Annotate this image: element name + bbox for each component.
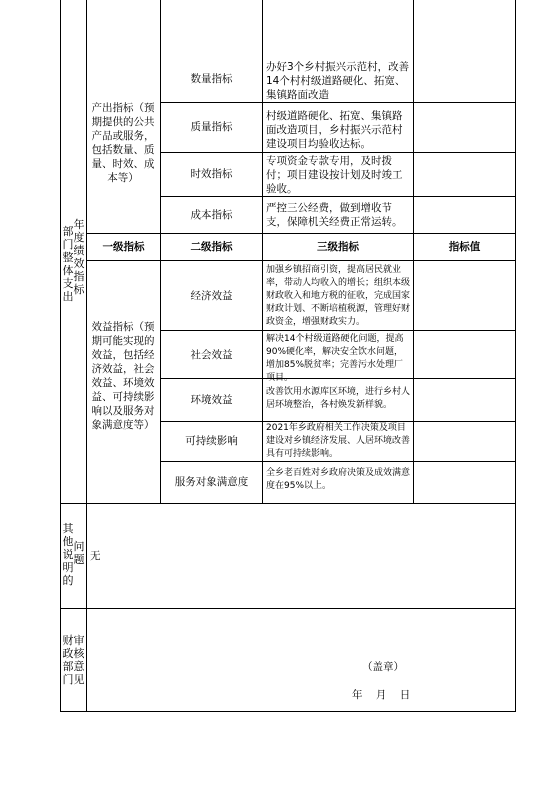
header-level2: 二级指标	[190, 241, 233, 253]
benefit-social-name: 社会效益	[190, 349, 233, 361]
row-line	[160, 461, 515, 462]
label-dept-overall: 部门整体支出	[62, 225, 74, 303]
label-review-opinion: 审核意见	[73, 634, 85, 686]
benefit-social-content: 解决14个村级道路硬化问题，提高90%硬化率，解决安全饮水问题，增加85%脱贫率；完善污水处理厂项目。	[266, 334, 404, 383]
label-annual-kpi: 年度绩效指标	[73, 218, 85, 296]
divider-col2	[86, 0, 87, 711]
header-level3: 三级指标	[317, 241, 359, 253]
other-content: 无	[90, 550, 101, 562]
row-line	[160, 102, 515, 103]
benefit-sustainable-content: 2021年乡政府相关工作决策及项目建设对乡镇经济发展、人居环境改善具有可持续影响。	[266, 423, 411, 459]
benefit-category: 效益指标（预期可能实现的效益，包括经济效益，社会效益、环境效益、可持续影响以及服务对象满意度等）	[91, 321, 155, 431]
header-level1: 一级指标	[102, 241, 145, 253]
border-bottom	[60, 711, 516, 712]
benefit-economic-content: 加强乡镇招商引资，提高居民就业率，带动人均收入的增长；组织本级财政收入和地方税的征收，完成国家财政计划、不断培植税源，管理好财政资金，增强财政实力。	[266, 265, 411, 327]
border-right	[515, 0, 516, 711]
review-date: 年 月 日	[352, 689, 411, 701]
border-left	[60, 0, 61, 711]
seal: （盖章）	[362, 661, 404, 673]
output-timeliness-content: 专项资金专款专用，及时拨付；项目建设按计划及时竣工验收。	[266, 155, 403, 195]
benefit-satisfaction-content: 全乡老百姓对乡政府决策及成效满意度在95%以上。	[266, 468, 411, 491]
output-cost-content: 严控三公经费，做到增收节支，保障机关经费正常运转。	[266, 202, 403, 228]
output-quality-content: 村级道路硬化、拓宽、集镇路面改造项目，乡村振兴示范村建设项目均验收达标。	[266, 110, 403, 150]
header-value: 指标值	[448, 241, 481, 253]
section-line	[60, 503, 516, 504]
label-issues: 问题	[73, 540, 85, 566]
output-quantity-content: 办好3个乡村振兴示范村，改善14个村村级道路硬化、拓宽、集镇路面改造	[266, 61, 410, 101]
row-line	[160, 196, 515, 197]
benefit-environment-name: 环境效益	[190, 394, 233, 406]
output-quantity-name: 数量指标	[190, 73, 233, 85]
benefit-satisfaction-name: 服务对象满意度	[174, 476, 249, 488]
output-timeliness-name: 时效指标	[190, 168, 233, 180]
benefit-sustainable-name: 可持续影响	[185, 435, 238, 447]
output-cost-name: 成本指标	[190, 209, 233, 221]
label-finance-dept: 财政部门	[62, 634, 74, 686]
section-line	[60, 608, 516, 609]
row-line	[86, 233, 516, 234]
row-line	[160, 330, 515, 331]
row-line	[86, 260, 516, 261]
benefit-economic-name: 经济效益	[190, 290, 233, 302]
benefit-environment-content: 改善饮用水源库区环境，进行乡村人居环境整治，各村焕发新样貌。	[266, 387, 411, 410]
output-quality-name: 质量指标	[190, 121, 233, 133]
output-category: 产出指标（预期提供的公共产品或服务，包括数量、质量、时效、成本等）	[91, 102, 155, 184]
row-line	[160, 152, 515, 153]
label-other: 其他说明的	[62, 522, 74, 587]
